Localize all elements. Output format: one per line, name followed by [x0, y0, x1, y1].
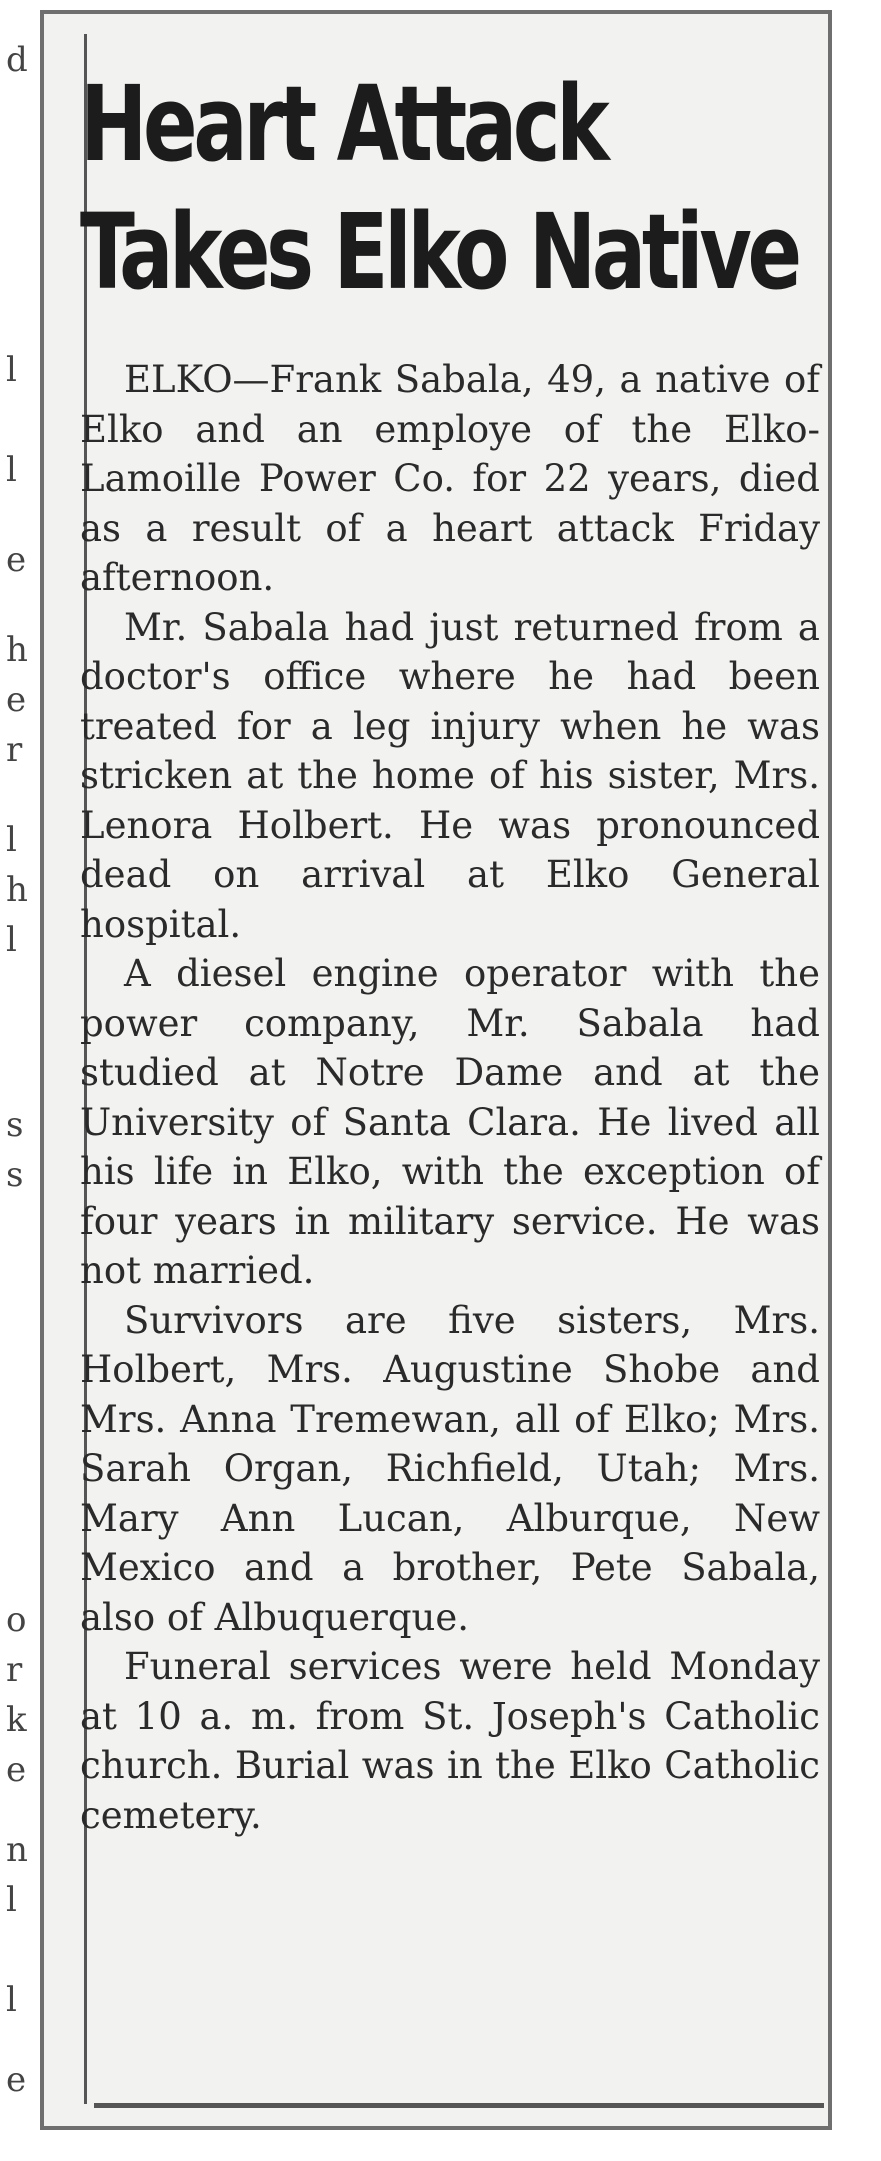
- edge-fragment: h: [6, 630, 28, 670]
- paragraph: A diesel engine operator with the power company, Mr. Sabala had studied at Notre Dame and at the University of Santa Clara. He lived all his life in Elko, with the exception of four years in military service. He was not married.: [80, 952, 820, 1292]
- edge-fragment: d: [6, 40, 28, 80]
- edge-fragment: l: [6, 350, 17, 390]
- edge-fragment: e: [6, 2060, 27, 2100]
- edge-fragment: l: [6, 1980, 17, 2020]
- edge-fragment: r: [6, 1650, 23, 1690]
- edge-fragment: e: [6, 540, 27, 580]
- edge-fragment: l: [6, 1880, 17, 1920]
- edge-fragment: k: [6, 1700, 27, 1740]
- edge-fragment: s: [6, 1155, 24, 1195]
- edge-fragment: h: [6, 870, 28, 910]
- headline: [80, 60, 798, 316]
- headline-line-2: Takes Elko Native: [80, 191, 798, 313]
- edge-fragment: e: [6, 1750, 27, 1790]
- bottom-rule: [94, 2103, 824, 2108]
- edge-fragment: n: [6, 1830, 28, 1870]
- edge-fragment: o: [6, 1600, 27, 1640]
- edge-fragment: r: [6, 730, 23, 770]
- edge-fragment: e: [6, 680, 27, 720]
- paragraph: Survivors are five sisters, Mrs. Holbert, Mrs. Augustine Shobe and Mrs. Anna Tremewan, all of Elko; Mrs. Sarah Organ, Richfield, Utah; Mrs. Mary Ann Lucan, Alburque, New Mexico and a brother, Pete Sabala, also of Albuquerque.: [80, 1298, 820, 1639]
- paragraph: Mr. Sabala had just returned from a doctor's office where he had been treated for a leg injury when he was stricken at the home of his sister, Mrs. Lenora Holbert. He was pronounced dead on arrival at Elko General hospital.: [80, 605, 820, 946]
- article-body: [80, 355, 820, 1840]
- edge-fragment: l: [6, 450, 17, 490]
- edge-fragment: l: [6, 920, 17, 960]
- headline-line-1: Heart Attack: [80, 63, 606, 185]
- edge-fragment: s: [6, 1105, 24, 1145]
- adjacent-column-fragments: [4, 20, 36, 2100]
- paragraph: ELKO—Frank Sabala, 49, a native of Elko and an employe of the Elko-Lamoille Power Co. for 22 years, died as a result of a heart attack Friday afternoon.: [80, 358, 820, 599]
- paragraph: Funeral services were held Monday at 10 a. m. from St. Joseph's Catholic church. Burial was in the Elko Catholic cemetery.: [80, 1645, 820, 1837]
- edge-fragment: l: [6, 820, 17, 860]
